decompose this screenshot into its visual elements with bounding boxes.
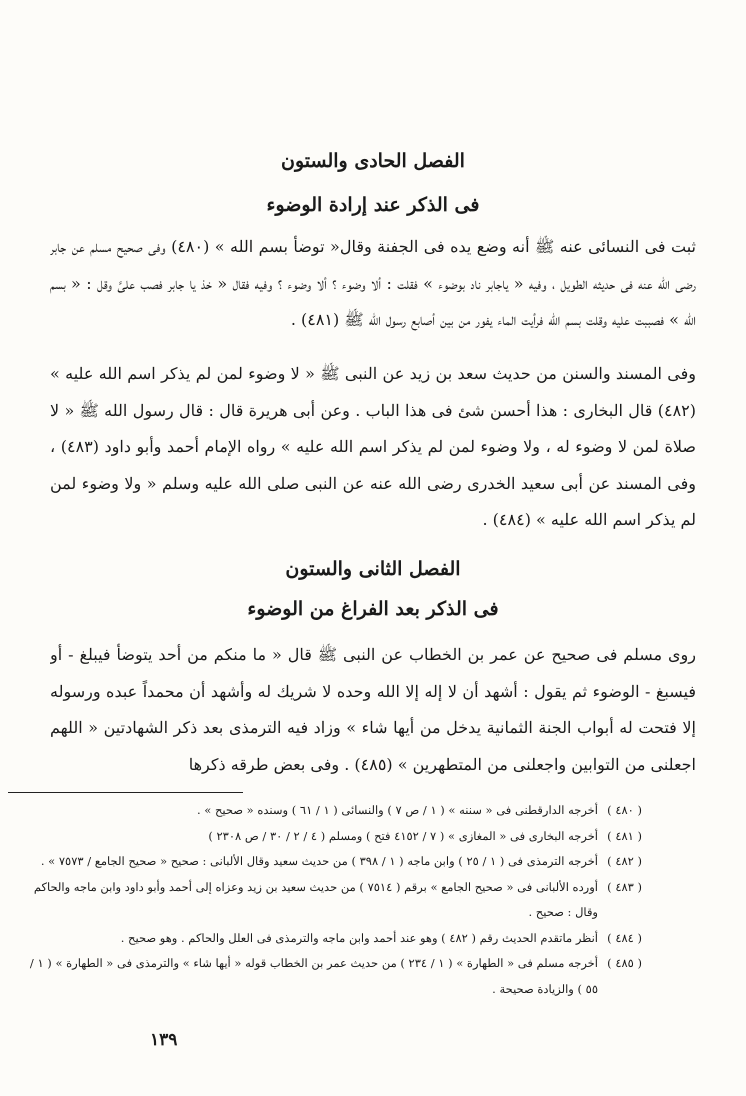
chapter-61-paragraph-2: وفى المسند والسنن من حديث سعد بن زيد عن النبى ﷺ « لا وضوء لمن لم يذكر اسم الله عليه » (٤٨٢) قال البخارى : هذا أحسن شئ فى هذا الباب . وعن أبى هريرة قال : قال رسول الله ﷺ « لا صلاة لمن لا وضوء له ، ولا وضوء لمن لم يذكر اسم الله عليه » رواه الإمام أحمد وأبو داود (٤٨٣) ، وفى المسند عن أبى سعيد الخدرى رضى الله عنه عن النبى صلى الله عليه وسلم « ولا وضوء لمن لم يذكر اسم الله عليه » (٤٨٤) .	[50, 364, 696, 529]
footnote	[20, 926, 642, 952]
chapter-61-subtitle: فى الذكر عند إرادة الوضوء	[266, 194, 480, 216]
footnote-text: أخرجه الدارقطنى فى « سننه » ( ١ / ص ٧ ) والنسائى ( ١ / ٦١ ) وسنده « صحيح » .	[196, 803, 598, 817]
footnote	[20, 849, 642, 875]
chapter-61-title: الفصل الحادى والستون	[281, 150, 465, 172]
chapter-62-paragraph-1: روى مسلم فى صحيح عن عمر بن الخطاب عن النبى ﷺ قال « ما منكم من أحد يتوضأ فيبلغ - أو فيسبغ - الوضوء ثم يقول : أشهد أن لا إله إلا الله وحده لا شريك له وأشهد أن محمداً عبده ورسوله إلا فتحت له أبواب الجنة الثمانية يدخل من أيها شاء » وزاد فيه الترمذى بعد ذكر الشهادتين « اللهم اجعلنى من التوابين واجعلنى من المتطهرين » (٤٨٥) . وفى بعض طرقه ذكرها	[50, 645, 696, 774]
chapter-62-subtitle: فى الذكر بعد الفراغ من الوضوء	[247, 598, 499, 620]
footnote-number: ( ٤٨٠ )	[607, 803, 642, 817]
chapter-62-title: الفصل الثانى والستون	[285, 558, 461, 580]
footnote	[20, 798, 642, 824]
footnotes	[20, 798, 642, 1002]
footnote-separator	[8, 792, 243, 793]
page-number: ١٣٩	[150, 1030, 178, 1050]
footnote-text: أورده الألبانى فى « صحيح الجامع » برقم ( ٧٥١٤ ) من حديث سعيد بن زيد وعزاه إلى أحمد وأبو داود وابن ماجه والحاكم وقال : صحيح .	[33, 879, 598, 919]
footnote-text: أخرجه مسلم فى « الطهارة » ( ١ / ٢٣٤ ) من حديث عمر بن الخطاب قوله « أيها شاء » والترمذى فى « الطهارة » ( ١ / ٥٥ ) والزيادة صحيحة .	[29, 956, 598, 996]
footnote-text: أخرجه الترمذى فى ( ١ / ٢٥ ) وابن ماجه ( ١ / ٣٩٨ ) من حديث سعيد وقال الألبانى : صحيح « صحيح الجامع / ٧٥٧٣ » .	[40, 854, 598, 868]
footnote-text: أنظر ماتقدم الحديث رقم ( ٤٨٢ ) وهو عند أحمد وابن ماجه والترمذى فى العلل والحاكم . وهو صحيح .	[120, 930, 598, 945]
footnote-number: ( ٤٨١ )	[607, 828, 642, 843]
footnote-text: أخرجه البخارى فى « المغازى » ( ٧ / ٤١٥٢ فتح ) ومسلم ( ٤ / ٢ / ٣٠ / ص ٢٣٠٨ )	[208, 828, 598, 843]
footnote	[20, 824, 642, 850]
footnote-number: ( ٤٨٢ )	[607, 854, 642, 868]
footnote-number: ( ٤٨٣ )	[607, 879, 642, 894]
footnote	[20, 951, 642, 1002]
chapter-61-paragraph-1: ثبت فى النسائى عنه ﷺ أنه وضع يده فى الجفنة وقال« توضأ بسم الله » (٤٨٠) وفى صحيح مسلم عن جابر رضى الله عنه فى حديثه الطويل ، وفيه « ياجابر ناد بوضوء » فقلت : ألا وضوء ؟ ألا وضوء ؟ وفيه فقال « خذ يا جابر فصب علىَّ وقل : « بسم الله » فصببت عليه وقلت بسم الله فرأيت الماء يفور من بين أصابع رسول الله ﷺ (٤٨١) .	[50, 237, 696, 329]
footnote-number: ( ٤٨٥ )	[607, 956, 642, 970]
footnote-number: ( ٤٨٤ )	[607, 930, 642, 945]
footnote	[20, 875, 642, 926]
